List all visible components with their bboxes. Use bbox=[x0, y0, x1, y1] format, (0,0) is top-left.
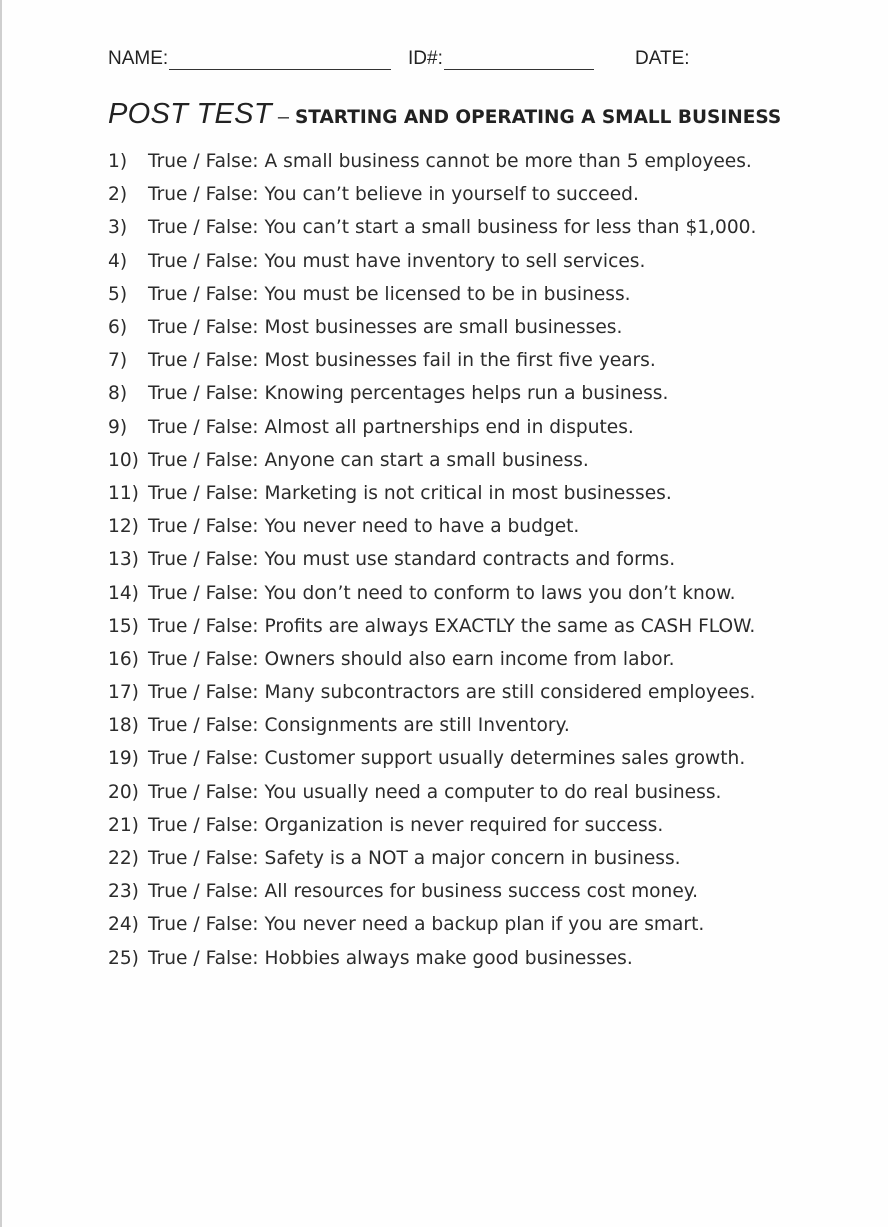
true-false-options[interactable]: True / False: bbox=[148, 217, 259, 239]
question-number: 6) bbox=[108, 317, 128, 339]
true-false-options[interactable]: True / False: bbox=[148, 682, 259, 704]
page-edge bbox=[0, 0, 2, 1227]
true-false-options[interactable]: True / False: bbox=[148, 715, 259, 737]
true-false-options[interactable]: True / False: bbox=[148, 383, 259, 405]
question-number: 21) bbox=[108, 814, 139, 836]
question-number: 18) bbox=[108, 715, 139, 737]
question-number: 19) bbox=[108, 748, 139, 770]
question-number: 9) bbox=[108, 416, 128, 438]
true-false-options[interactable]: True / False: bbox=[148, 881, 259, 903]
question-item bbox=[108, 908, 828, 941]
question-number: 20) bbox=[108, 781, 139, 803]
true-false-options[interactable]: True / False: bbox=[148, 482, 259, 504]
name-label: NAME: bbox=[108, 48, 169, 69]
title-dash: – bbox=[277, 106, 289, 128]
question-number: 7) bbox=[108, 350, 128, 372]
true-false-options[interactable]: True / False: bbox=[148, 250, 259, 272]
question-number: 2) bbox=[108, 184, 128, 206]
true-false-options[interactable]: True / False: bbox=[148, 151, 259, 173]
true-false-options[interactable]: True / False: bbox=[148, 283, 259, 305]
question-text: Knowing percentages helps run a business. bbox=[264, 383, 669, 405]
question-item bbox=[108, 477, 828, 510]
question-number: 8) bbox=[108, 383, 128, 405]
question-item bbox=[108, 576, 828, 609]
question-text: You never need a backup plan if you are smart. bbox=[264, 914, 705, 936]
title-main: POST TEST bbox=[108, 98, 272, 130]
question-item bbox=[108, 709, 828, 742]
question-number: 5) bbox=[108, 283, 128, 305]
question-text: You can’t believe in yourself to succeed. bbox=[264, 184, 639, 206]
question-text: Almost all partnerships end in disputes. bbox=[264, 416, 634, 438]
question-number: 11) bbox=[108, 482, 139, 504]
true-false-options[interactable]: True / False: bbox=[148, 416, 259, 438]
question-item bbox=[108, 942, 828, 975]
id-field bbox=[408, 48, 594, 70]
question-text: Customer support usually determines sales growth. bbox=[264, 748, 746, 770]
question-item bbox=[108, 278, 828, 311]
question-number: 13) bbox=[108, 549, 139, 571]
true-false-options[interactable]: True / False: bbox=[148, 848, 259, 870]
page-title bbox=[108, 98, 828, 131]
question-item bbox=[108, 178, 828, 211]
true-false-options[interactable]: True / False: bbox=[148, 648, 259, 670]
question-item bbox=[108, 344, 828, 377]
id-blank-line[interactable] bbox=[444, 49, 594, 70]
question-text: Profits are always EXACTLY the same as CASH FLOW. bbox=[264, 615, 756, 637]
question-text: Marketing is not critical in most businesses. bbox=[264, 482, 672, 504]
question-text: Hobbies always make good businesses. bbox=[264, 947, 633, 969]
true-false-options[interactable]: True / False: bbox=[148, 449, 259, 471]
question-number: 14) bbox=[108, 582, 139, 604]
question-number: 16) bbox=[108, 648, 139, 670]
question-number: 24) bbox=[108, 914, 139, 936]
question-item bbox=[108, 643, 828, 676]
question-text: Most businesses are small businesses. bbox=[264, 317, 623, 339]
question-number: 23) bbox=[108, 881, 139, 903]
true-false-options[interactable]: True / False: bbox=[148, 184, 259, 206]
question-number: 4) bbox=[108, 250, 128, 272]
question-number: 3) bbox=[108, 217, 128, 239]
question-item bbox=[108, 875, 828, 908]
question-text: Anyone can start a small business. bbox=[264, 449, 589, 471]
question-item bbox=[108, 676, 828, 709]
question-text: You can’t start a small business for less than $1,000. bbox=[264, 217, 757, 239]
question-text: You must be licensed to be in business. bbox=[264, 283, 631, 305]
date-field bbox=[635, 48, 690, 70]
true-false-options[interactable]: True / False: bbox=[148, 582, 259, 604]
question-number: 25) bbox=[108, 947, 139, 969]
question-text: All resources for business success cost money. bbox=[264, 881, 699, 903]
question-item bbox=[108, 311, 828, 344]
question-text: Consignments are still Inventory. bbox=[264, 715, 570, 737]
question-number: 22) bbox=[108, 848, 139, 870]
question-number: 10) bbox=[108, 449, 139, 471]
question-item bbox=[108, 444, 828, 477]
question-number: 1) bbox=[108, 151, 128, 173]
header-fields bbox=[108, 48, 808, 78]
question-item bbox=[108, 776, 828, 809]
question-item bbox=[108, 377, 828, 410]
question-item bbox=[108, 145, 828, 178]
id-label: ID#: bbox=[408, 48, 443, 69]
true-false-options[interactable]: True / False: bbox=[148, 615, 259, 637]
true-false-options[interactable]: True / False: bbox=[148, 947, 259, 969]
true-false-options[interactable]: True / False: bbox=[148, 516, 259, 538]
question-item bbox=[108, 510, 828, 543]
question-text: Organization is never required for success. bbox=[264, 814, 664, 836]
question-item bbox=[108, 211, 828, 244]
name-field bbox=[108, 48, 391, 70]
question-number: 12) bbox=[108, 516, 139, 538]
question-item bbox=[108, 842, 828, 875]
date-label: DATE: bbox=[635, 48, 690, 69]
question-text: You must have inventory to sell services. bbox=[264, 250, 646, 272]
true-false-options[interactable]: True / False: bbox=[148, 317, 259, 339]
question-item bbox=[108, 610, 828, 643]
question-text: A small business cannot be more than 5 employees. bbox=[264, 151, 752, 173]
question-text: You don’t need to conform to laws you don’t know. bbox=[264, 582, 736, 604]
true-false-options[interactable]: True / False: bbox=[148, 781, 259, 803]
question-text: You usually need a computer to do real business. bbox=[264, 781, 722, 803]
name-blank-line[interactable] bbox=[169, 49, 391, 70]
question-text: Owners should also earn income from labor. bbox=[264, 648, 675, 670]
question-number: 17) bbox=[108, 682, 139, 704]
question-text: You never need to have a budget. bbox=[264, 516, 580, 538]
question-item bbox=[108, 245, 828, 278]
question-item bbox=[108, 543, 828, 576]
true-false-options[interactable]: True / False: bbox=[148, 814, 259, 836]
question-number: 15) bbox=[108, 615, 139, 637]
question-text: You must use standard contracts and forms. bbox=[264, 549, 676, 571]
question-item bbox=[108, 742, 828, 775]
true-false-options[interactable]: True / False: bbox=[148, 350, 259, 372]
question-item bbox=[108, 411, 828, 444]
question-text: Most businesses fail in the first five years. bbox=[264, 350, 656, 372]
title-subtitle: STARTING AND OPERATING A SMALL BUSINESS bbox=[294, 107, 782, 128]
true-false-options[interactable]: True / False: bbox=[148, 748, 259, 770]
question-item bbox=[108, 809, 828, 842]
question-text: Safety is a NOT a major concern in business. bbox=[264, 848, 681, 870]
question-text: Many subcontractors are still considered employees. bbox=[264, 682, 756, 704]
true-false-options[interactable]: True / False: bbox=[148, 549, 259, 571]
true-false-options[interactable]: True / False: bbox=[148, 914, 259, 936]
question-list bbox=[108, 145, 828, 975]
